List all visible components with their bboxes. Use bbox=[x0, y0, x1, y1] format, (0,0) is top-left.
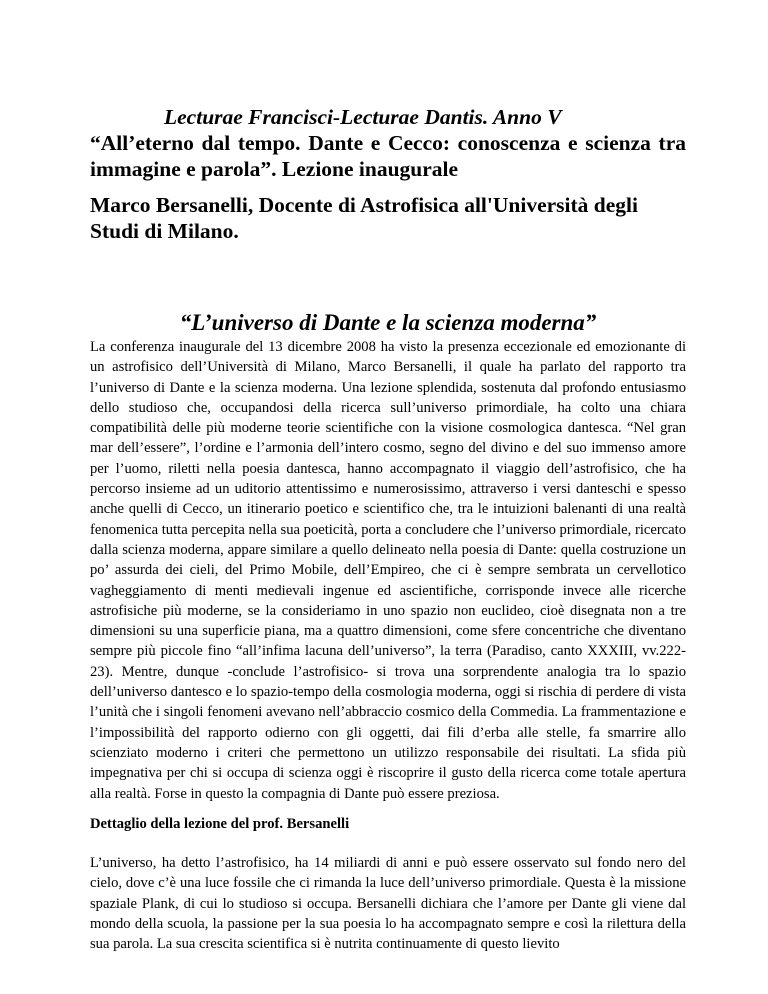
detail-heading: Dettaglio della lezione del prof. Bersanelli bbox=[90, 816, 350, 832]
series-title: Lecturae Francisci-Lecturae Dantis. Anno V bbox=[164, 105, 562, 129]
intro-paragraph: La conferenza inaugurale del 13 dicembre 2008 ha visto la presenza eccezionale ed emozionante di un astrofisico dell’Università di Milano, Marco Bersanelli, il quale ha parlato del rapporto tra l’universo di Dante e la scienza moderna. Una lezione splendida, sostenuta dal profondo entusiasmo dello studioso che, occupandosi della ricerca sull’universo primordiale, ha colto una chiara compatibilità delle più moderne teorie scientifiche con la visione cosmologica dantesca. “Nel gran mar dell’essere”, l’ordine e l’armonia dell’intero cosmo, segno del divino e del suo immenso amore per l’uomo, riletti nella poesia dantesca, hanno accompagnato il viaggio dell’astrofisico, che ha percorso insieme ad un uditorio attentissimo e numerosissimo, attraverso i versi danteschi e spesso anche quelli di Cecco, un itinerario poetico e scientifico che, tra le intuizioni balenanti di una realtà fenomenica tutta percepita nella sua poeticità, porta a concludere che l’universo primordiale, ricercato dalla scienza moderna, appare similare a quello delineato nella poesia di Dante: quella costruzione un po’ assurda dei cieli, del Primo Mobile, dell’Empireo, che ci è sempre sembrata un cervellotico vagheggiamento di menti medievali ingenue ed ascientifiche, corrisponde invece alle ricerche astrofisiche più moderne, se la consideriamo in uno spazio non euclideo, cioè disegnata non a tre dimensioni su una superficie piana, ma a quattro dimensioni, come sfere concentriche che diventano sempre più piccole fino “all’infima lacuna dell’universo”, la terra (Paradiso, canto XXXIII, vv.222-23). Mentre, dunque -conclude l’astrofisico- si trova una sorprendente analogia tra lo spazio dell’universo dantesco e lo spazio-tempo della cosmologia moderna, oggi si rischia di perdere di vista l’unità che i singoli fenomeni avevano nell’abbraccio cosmico della Commedia. La frammentazione e l’impossibilità del rapporto odierno con gli oggetti, dai fili d’erba alle stelle, fa smarrire allo scienziato moderno i criteri che permettono un utilizzo responsabile dei risultati. La sfida più impegnativa per chi si occupa di scienza oggi è riscoprire il gusto della ricerca come totale apertura alla realtà. Forse in questo la compagnia di Dante può essere preziosa. bbox=[90, 339, 686, 802]
inaugural-lecture-title: “All’eterno dal tempo. Dante e Cecco: conoscenza e scienza tra immagine e parola”. Lezione inaugurale bbox=[90, 131, 686, 181]
detail-paragraph: L’universo, ha detto l’astrofisico, ha 14 miliardi di anni e può essere osservato sul fondo nero del cielo, dove c’è una luce fossile che ci rimanda la luce dell’universo primordiale. Questa è la missione spaziale Plank, di cui lo studioso si occupa. Bersanelli dichiara che l’amore per Dante gli viene dal mondo della scuola, la passione per la sua poesia lo ha accompagnato sempre e così la rilettura della sua parola. La sua crescita scientifica si è nutrita continuamente di questo lievito bbox=[90, 855, 686, 953]
speaker-line: Marco Bersanelli, Docente di Astrofisica all'Università degli Studi di Milano. bbox=[90, 193, 638, 243]
talk-title: “L’universo di Dante e la scienza moderna” bbox=[179, 310, 597, 335]
